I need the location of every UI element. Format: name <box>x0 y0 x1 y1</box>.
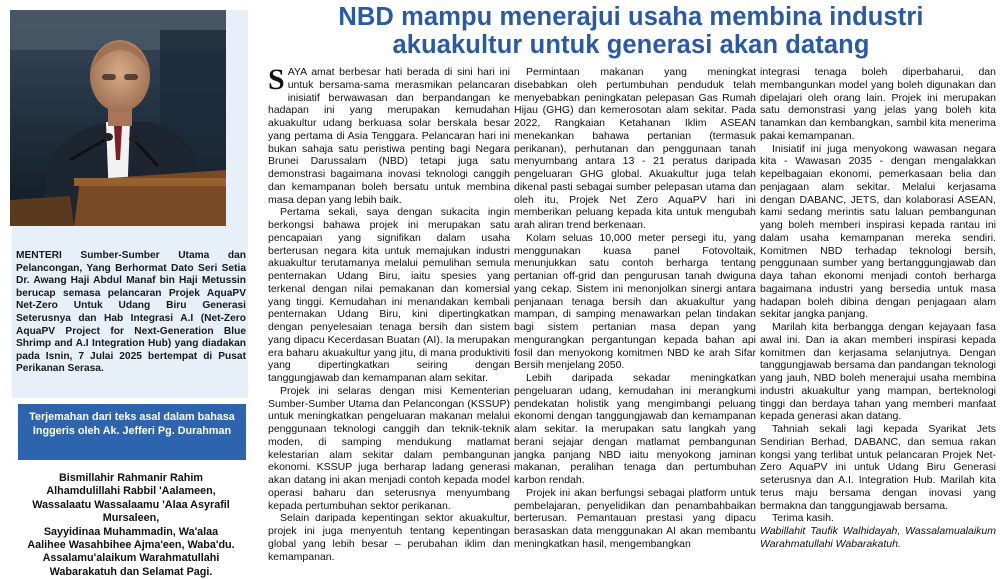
salutation-line: Assalamu'alaikum Warahmatullahi <box>42 552 220 565</box>
salutation-line: Wassalaatu Wassalaamu 'Alaa Asyrafil <box>32 498 230 511</box>
salutation-line: Sayyidinaa Muhammadin, Wa'alaa <box>43 525 219 538</box>
paragraph: Permintaan makanan yang meningkat disebabkan oleh pertumbuhan penduduk telah menyebabkan peningkatan pelepasan Gas Rumah Hijau (GHG) dan kemerosotan alam sekitar. Pada 2022, Rangkaian Ketahanan Iklim ASEAN menekankan bahawa pertanian (termasuk perikanan), perhutanan dan penggunaan tanah menyumbang antara 13 - 21 peratus daripada pengeluaran GHG global. Akuakultur juga telah dikenal pasti sebagai sumber pelepasan utama dan oleh itu, Projek Net Zero AquaPV hari ini memberikan peluang kepada kita untuk mengubah arah aliran trend berkenaan. <box>514 66 756 231</box>
paragraph: Inisiatif ini juga menyokong wawasan negara kita - Wawasan 2035 - dengan mengalakkan kepelbagaian ekonomi, pemerkasaan belia dan penjagaan alam sekitar. Melalui kerjasama dengan DABANC, JETS, dan kolaborasi ASEAN, kami sedang merintis satu laluan pembangunan yang boleh memberi inspirasi kepada rantau ini dalam usaha kemampanan mereka sendiri. Komitmen NBD terhadap teknologi bersih, penggunaan sumber yang bertanggungjawab dan daya tahan ekonomi menjadi contoh berharga bagaimana industri yang bersedia untuk masa hadapan boleh dibina dengan penjagaan alam sekitar jangka panjang. <box>760 142 996 321</box>
paragraph: Marilah kita berbangga dengan kejayaan fasa awal ini. Dan ia akan memberi inspirasi kepada komitmen dan kerjasama selanjutnya. Dengan tanggungjawab bersama dan pandangan teknologi yang jauh, NBD boleh menerajui usaha membina industri akuakultur yang mampan, berteknologi tinggi dan berdaya tahan yang memberi manfaat kepada generasi akan datang. <box>760 321 996 423</box>
sign-off: Wabillahit Taufik Walhidayah, Wassalamualaikum Warahmatullahi Wabarakatuh. <box>760 525 996 550</box>
photo-caption: MENTERI Sumber-Sumber Utama dan Pelancongan, Yang Berhormat Dato Seri Setia Dr. Awang Haji Abdul Manaf bin Haji Metussin berucap semasa pelancaran Projek AquaPV Net-Zero Untuk Udang Biru Generasi Seterusnya dan Hab Integrasi A.I (Net-Zero AquaPV Project for Next-Generation Blue Shrimp and A.I Integration Hub) yang diadakan pada Isnin, 7 Julai 2025 bertempat di Pusat Perikanan Serasa. <box>16 250 246 375</box>
salutation-line: Aalihee Wasahbihee Ajma'een, Waba'du. <box>27 539 235 552</box>
headline-line-2: akuakultur untuk generasi akan datang <box>392 31 870 59</box>
paragraph: integrasi tenaga boleh diperbaharui, dan membangunkan model yang boleh digunakan dan dipelajari oleh orang lain. Projek ini merupakan satu demonstrasi yang jelas yang boleh kita tanamkan dan kembangkan, sambil kita menerima pakai kemampanan. <box>760 66 996 142</box>
sidebar <box>0 0 258 576</box>
paragraph: Lebih daripada sekadar meningkatkan pengeluaran udang, kemudahan ini merangkumi pendekatan holistik yang mengimbangi peluang ekonomi dengan tanggungjawab dan kemampanan alam sekitar. Ia merupakan satu langkah yang berani sejajar dengan matlamat pembangunan jangka panjang NBD iaitu menyokong jaminan makanan, peralihan tenaga dan pertumbuhan karbon rendah. <box>514 372 756 486</box>
translation-note: Terjemahan dari teks asal dalam bahasa Inggeris oleh Ak. Jefferi Pg. Durahman <box>18 404 246 460</box>
paragraph: Projek ini selaras dengan misi Kementerian Sumber-Sumber Utama dan Pelancongan (KSSUP) untuk meningkatkan pengeluaran makanan melalui penggunaan teknologi canggih dan teknik-teknik moden, di samping mendukung matlamat kelestarian alam sekitar dalam pembangunan ekonomi. KSSUP juga berharap ladang generasi akan datang ini akan menjadi contoh kepada model operasi baharu dan seterusnya menyumbang kepada pertumbuhan sektor perikanan. <box>268 384 510 512</box>
article-headline <box>262 3 1000 59</box>
headline-line-1: NBD mampu menerajui usaha membina industri <box>338 3 924 31</box>
paragraph: Pertama sekali, saya dengan sukacita ingin berkongsi bahawa projek ini merupakan satu pencapaian yang signifikan dalam usaha berterusan negara kita untuk memajukan industri akuakultur terutamanya melalui pemulihan semula penternakan Udang Biru, iaitu spesies yang terkenal dengan nilai pemakanan dan komersial yang tinggi. Kemudahan ini menandakan kembali penternakan Udang Biru, kini dipertingkatkan dengan penyelesaian tenaga bersih dan sistem yang dipacu Kecerdasan Buatan (AI). Ia merupakan era baharu akuakultur yang jitu, di mana produktiviti yang dipertingkatkan seiring dengan tanggungjawab dan kemampanan alam sekitar. <box>268 206 510 384</box>
paragraph: Terima kasih. <box>772 512 834 525</box>
minister-photo <box>10 10 226 226</box>
paragraph: Kolam seluas 10,000 meter persegi itu, yang menggunakan kuasa panel Fotovoltaik, menunjukkan satu contoh berharga tentang pertanian off-grid dan pengurusan tanah dwiguna yang cekap. Sistem ini menonjolkan sinergi antara penjanaan tenaga bersih dan akuakultur yang mampan, di samping menawarkan pelan tindakan bagi sistem pertanian masa depan yang mengurangkan pergantungan kepada bahan api fosil dan menyokong komitmen NBD ke arah Sifar Bersih menjelang 2050. <box>514 231 756 372</box>
salutation-line: Wabarakatuh dan Selamat Pagi. <box>49 565 213 578</box>
article-column-1 <box>268 63 510 563</box>
article-column-2 <box>514 66 756 551</box>
paragraph: Tahniah sekali lagi kepada Syarikat Jets Sendirian Berhad, DABANC, dan semua rakan kongsi yang terlibat untuk pelancaran Projek Net-Zero AquaPV ini untuk Udang Biru Generasi seterusnya dan A.I. Integration Hub. Marilah kita terus maju bersama dengan inovasi yang bermakna dan tanggungjawab bersama. <box>760 423 996 512</box>
opening-salutation <box>8 472 254 579</box>
paragraph: Selain daripada kepentingan sektor akuakultur, projek ini juga menyentuh tentang kepentingan global yang lebih besar – perubahan iklim dan kemampanan. <box>268 512 510 563</box>
salutation-line: Mursaleen, <box>102 512 160 525</box>
minister-speaking-image <box>10 10 226 226</box>
article-column-3 <box>760 66 996 551</box>
drop-cap: S <box>268 63 285 96</box>
paragraph: Projek ini akan berfungsi sebagai platform untuk pembelajaran, penyelidikan dan penambahbaikan berterusan. Pemantauan prestasi yang dipacu berasaskan data menggunakan AI akan membantu meningkatkan hasil, mengembangkan <box>514 486 756 550</box>
salutation-line: Alhamdulillahi Rabbil 'Aalameen, <box>46 485 216 498</box>
paragraph-text: AYA amat berbesar hati berada di sini hari ini untuk bersama-sama merasmikan pelancaran inisiatif berwawasan dan berpandangan ke hadapan ini yang merupakan kemudahan akuakultur udang berkuasa solar berskala besar yang pertama di Asia Tenggara. Pelancaran hari ini bukan sahaja satu peristiwa penting bagi Negara Brunei Darussalam (NBD) tetapi juga satu demonstrasi bagaimana inovasi teknologi canggih dan kemampanan boleh bersatu untuk membina masa depan yang lebih baik. <box>268 66 510 206</box>
paragraph <box>268 63 510 206</box>
salutation-line: Bismillahir Rahmanir Rahim <box>59 472 203 484</box>
